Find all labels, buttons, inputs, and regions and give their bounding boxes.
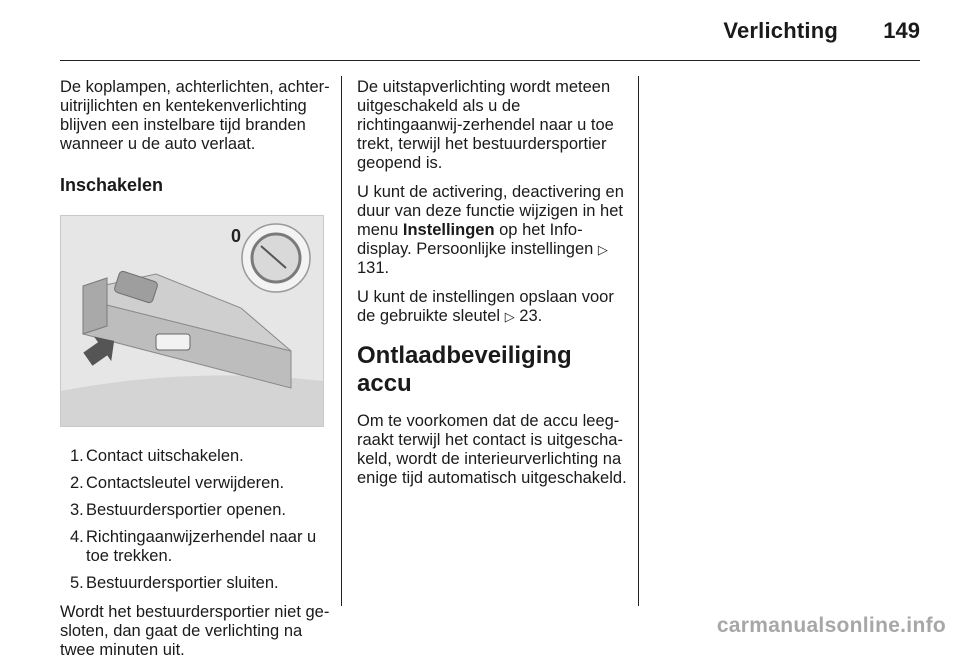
switch-position-label: 0: [231, 226, 242, 246]
list-item: 2. Contactsleutel verwijderen.: [70, 474, 285, 492]
settings-paragraph: U kunt de activering, deactivering en duur van deze functie wijzigen in het menu Instellingen op het Info-display. Persoonlijke instellingen ▷ 131.: [357, 183, 624, 277]
list-item: 3. Bestuurdersportier openen.: [70, 501, 286, 519]
battery-paragraph: Om te voorkomen dat de accu leeg-raakt terwijl het contact is uitgescha-keld, wordt de interieurverlichting na enige tijd automatisch uitgeschakeld.: [357, 412, 627, 487]
page-reference-icon: ▷: [597, 242, 608, 257]
key-settings-paragraph: U kunt de instellingen opslaan voor de gebruikte sleutel ▷ 23.: [357, 288, 614, 325]
steps-list: [60, 447, 330, 593]
steering-column-stalk-illustration: [60, 215, 324, 427]
section-heading-battery: Ontlaadbeveiliging accu: [357, 342, 572, 397]
list-item: 5. Bestuurdersportier sluiten.: [70, 574, 279, 592]
menu-name-instellingen: Instellingen: [402, 221, 495, 239]
page-reference-icon: ▷: [504, 309, 515, 324]
page-header-title: Verlichting: [723, 18, 838, 43]
left-column: [60, 78, 330, 670]
outro-paragraph: Wordt het bestuurdersportier niet ge-sloten, dan gaat de verlichting na twee minuten uit.: [60, 603, 330, 659]
list-item: 1. Contact uitschakelen.: [70, 447, 244, 465]
column-divider: [341, 76, 342, 606]
exit-lighting-paragraph: De uitstapverlichting wordt meteen uitgeschakeld als u de richtingaanwij-zerhendel naar u toe trekt, terwijl het bestuurdersportier geopend is.: [357, 78, 614, 172]
watermark: carmanualsonline.info: [716, 614, 946, 637]
middle-column: [357, 78, 627, 498]
list-item: 4. Richtingaanwijzerhendel naar u toe trekken.: [70, 528, 317, 565]
stalk-diagram: [61, 216, 323, 426]
page-number: 149: [883, 18, 920, 43]
column-divider: [638, 76, 639, 606]
section-heading-inschakelen: Inschakelen: [60, 175, 164, 195]
header-divider: [60, 60, 920, 61]
intro-paragraph: De koplampen, achterlichten, achter-uitrijlichten en kentekenverlichting blijven een instelbare tijd branden wanneer u de auto verlaat.: [60, 78, 330, 153]
